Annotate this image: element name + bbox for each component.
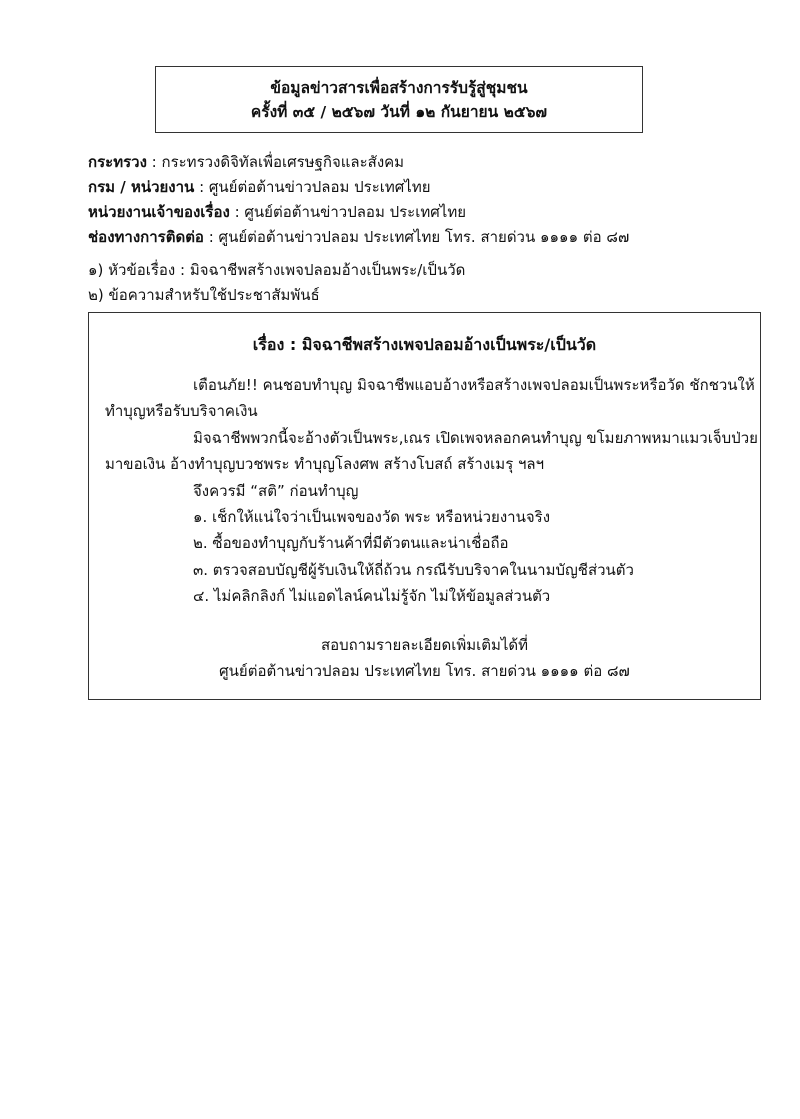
paragraph-scam-line2: มาขอเงิน อ้างทำบุญบวชพระ ทำบุญโลงศพ สร้างโบสถ์ สร้างเมรุ ฯลฯ bbox=[105, 455, 545, 473]
meta-separator: : bbox=[146, 153, 162, 171]
footer-contact: ศูนย์ต่อต้านข่าวปลอม ประเทศไทย โทร. สายด่วน ๑๑๑๑ ต่อ ๘๗ bbox=[219, 662, 630, 680]
meta-separator: : bbox=[194, 178, 209, 196]
numbered-items bbox=[88, 258, 768, 308]
item-message: ๒) ข้อความสำหรับใช้ประชาสัมพันธ์ bbox=[88, 286, 320, 304]
meta-owner-value: ศูนย์ต่อต้านข่าวปลอม ประเทศไทย bbox=[244, 203, 466, 221]
meta-owner bbox=[88, 200, 768, 225]
paragraph-warning-line2: ทำบุญหรือรับบริจาคเงิน bbox=[105, 402, 258, 420]
meta-contact-label: ช่องทางการติดต่อ bbox=[88, 228, 204, 246]
meta-ministry bbox=[88, 150, 768, 175]
meta-ministry-label: กระทรวง bbox=[88, 153, 147, 171]
meta-owner-label: หน่วยงานเจ้าของเรื่อง bbox=[88, 203, 230, 221]
meta-department-label: กรม / หน่วยงาน bbox=[88, 178, 195, 196]
footer-inquiry: สอบถามรายละเอียดเพิ่มเติมได้ที่ bbox=[320, 636, 529, 654]
item-subject: ๑) หัวข้อเรื่อง : มิจฉาชีพสร้างเพจปลอมอ้างเป็นพระ/เป็นวัด bbox=[88, 261, 466, 279]
meta-contact bbox=[88, 225, 768, 250]
meta-separator: : bbox=[229, 203, 245, 221]
tip-item: ๔. ไม่คลิกลิงก์ ไม่แอดไลน์คนไม่รู้จัก ไม่ให้ข้อมูลส่วนตัว bbox=[193, 587, 551, 605]
paragraph-scam-line1: มิจฉาชีพพวกนี้จะอ้างตัวเป็นพระ,เณร เปิดเพจหลอกคนทำบุญ ขโมยภาพหมาแมวเจ็บป่วย bbox=[193, 429, 758, 447]
paragraph-warning-line1: เตือนภัย!! คนชอบทำบุญ มิจฉาชีพแอบอ้างหรือสร้างเพจปลอมเป็นพระหรือวัด ชักชวนให้ bbox=[193, 376, 755, 394]
tip-item: ๑. เช็กให้แน่ใจว่าเป็นเพจของวัด พระ หรือหน่วยงานจริง bbox=[193, 508, 551, 526]
metadata-section bbox=[88, 150, 768, 250]
header-issue-date: ครั้งที่ ๓๕ / ๒๕๖๗ วันที่ ๑๒ กันยายน ๒๕๖๗ bbox=[250, 103, 548, 121]
meta-separator: : bbox=[203, 228, 219, 246]
announcement-box bbox=[88, 312, 761, 700]
meta-department-value: ศูนย์ต่อต้านข่าวปลอม ประเทศไทย bbox=[208, 178, 431, 196]
meta-contact-value: ศูนย์ต่อต้านข่าวปลอม ประเทศไทย โทร. สายด่วน ๑๑๑๑ ต่อ ๘๗ bbox=[218, 228, 630, 246]
meta-ministry-value: กระทรวงดิจิทัลเพื่อเศรษฐกิจและสังคม bbox=[161, 153, 405, 171]
announcement-title: เรื่อง : มิจฉาชีพสร้างเพจปลอมอ้างเป็นพระ/เป็นวัด bbox=[252, 335, 597, 354]
tip-item: ๓. ตรวจสอบบัญชีผู้รับเงินให้ถี่ถ้วน กรณีรับบริจาคในนามบัญชีส่วนตัว bbox=[193, 561, 634, 579]
header-title: ข้อมูลข่าวสารเพื่อสร้างการรับรู้สู่ชุมชน bbox=[270, 79, 528, 97]
paragraph-advice: จึงควรมี “สติ” ก่อนทำบุญ bbox=[193, 482, 359, 500]
tip-item: ๒. ซื้อของทำบุญกับร้านค้าที่มีตัวตนและน่าเชื่อถือ bbox=[193, 534, 509, 552]
meta-department bbox=[88, 175, 768, 200]
document-header-box bbox=[155, 66, 643, 133]
